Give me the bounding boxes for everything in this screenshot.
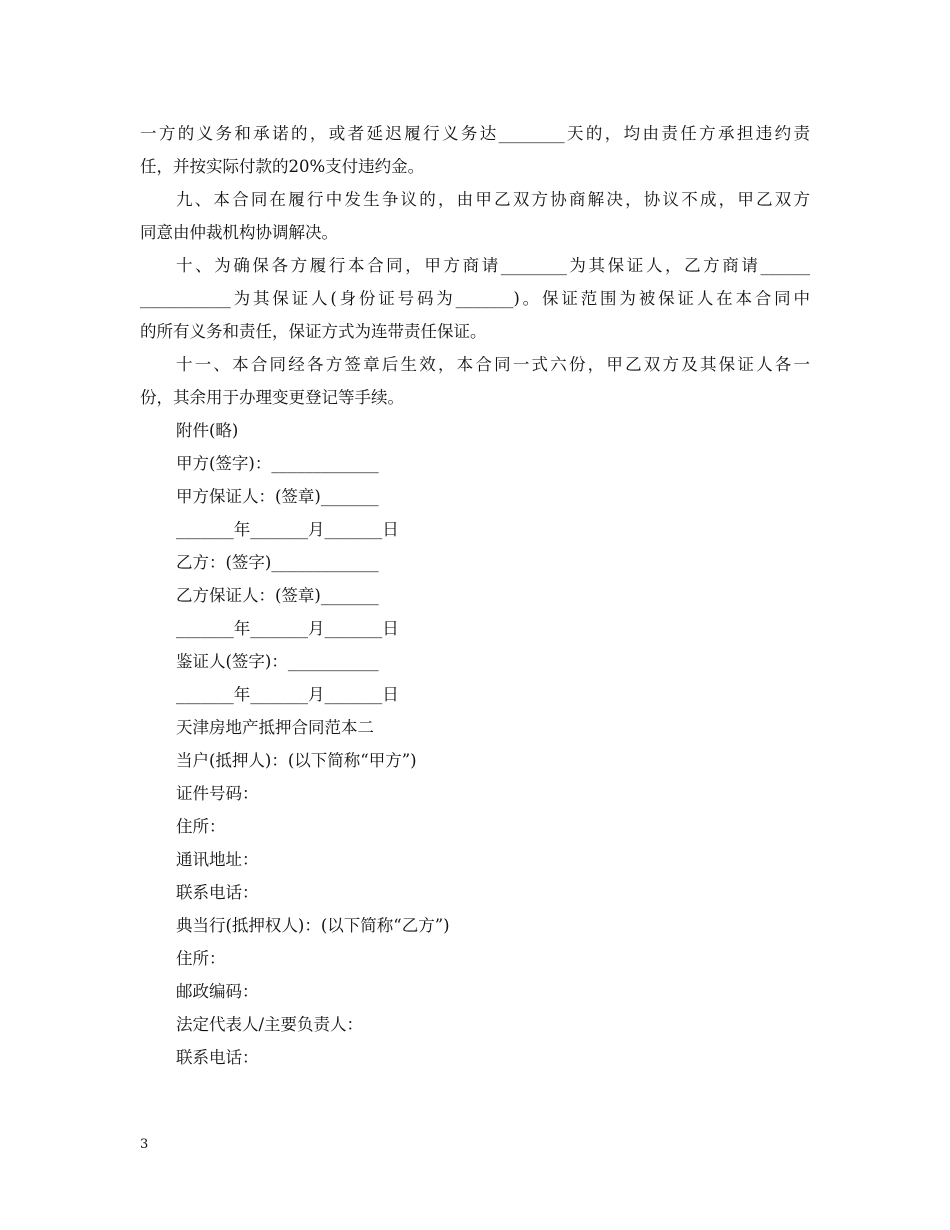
form-field-label: 当户(抵押人)：(以下简称“甲方”) — [176, 751, 417, 770]
page-number: 3 — [140, 1137, 149, 1152]
text-line: 同意由仲裁机构协调解决。 — [140, 223, 338, 242]
form-field-label: 通讯地址： — [176, 850, 259, 869]
date-line: _______年_______月_______日 — [176, 520, 399, 539]
text-line: ___________为其保证人(身份证号码为_______)。保证范围为被保证人在本合同中 — [140, 289, 810, 308]
text-line: 九、本合同在履行中发生争议的，由甲乙双方协商解决，协议不成，甲乙双方 — [176, 190, 810, 209]
party-b-signature-line: 乙方：(签字)_____________ — [176, 553, 379, 572]
document-body — [140, 117, 810, 1074]
witness-signature-line: 鉴证人(签字)：___________ — [176, 652, 379, 671]
text-line: 任，并按实际付款的20%支付违约金。 — [140, 157, 425, 176]
form-field-label: 邮政编码： — [176, 982, 259, 1001]
form-field-label: 联系电话： — [176, 1048, 259, 1067]
form-field-label: 联系电话： — [176, 883, 259, 902]
text-line: 的所有义务和责任，保证方式为连带责任保证。 — [140, 322, 487, 341]
text-line: 十、为确保各方履行本合同，甲方商请________为其保证人，乙方商请______ — [176, 256, 810, 275]
section-title: 天津房地产抵押合同范本二 — [176, 718, 374, 737]
party-b-guarantor-line: 乙方保证人：(签章)_______ — [176, 586, 379, 605]
text-line: 一方的义务和承诺的，或者延迟履行义务达________天的，均由责任方承担违约责 — [140, 124, 810, 143]
text-line: 份，其余用于办理变更登记等手续。 — [140, 388, 404, 407]
form-field-label: 典当行(抵押权人)：(以下简称“乙方”) — [176, 916, 450, 935]
attachment-note: 附件(略) — [176, 421, 239, 440]
date-line: _______年_______月_______日 — [176, 685, 399, 704]
text-line: 十一、本合同经各方签章后生效，本合同一式六份，甲乙双方及其保证人各一 — [176, 355, 810, 374]
form-field-label: 住所： — [176, 949, 226, 968]
form-field-label: 住所： — [176, 817, 226, 836]
form-field-label: 法定代表人/主要负责人： — [176, 1015, 364, 1034]
form-field-label: 证件号码： — [176, 784, 259, 803]
date-line: _______年_______月_______日 — [176, 619, 399, 638]
party-a-signature-line: 甲方(签字)：_____________ — [176, 454, 379, 473]
party-a-guarantor-line: 甲方保证人：(签章)_______ — [176, 487, 379, 506]
